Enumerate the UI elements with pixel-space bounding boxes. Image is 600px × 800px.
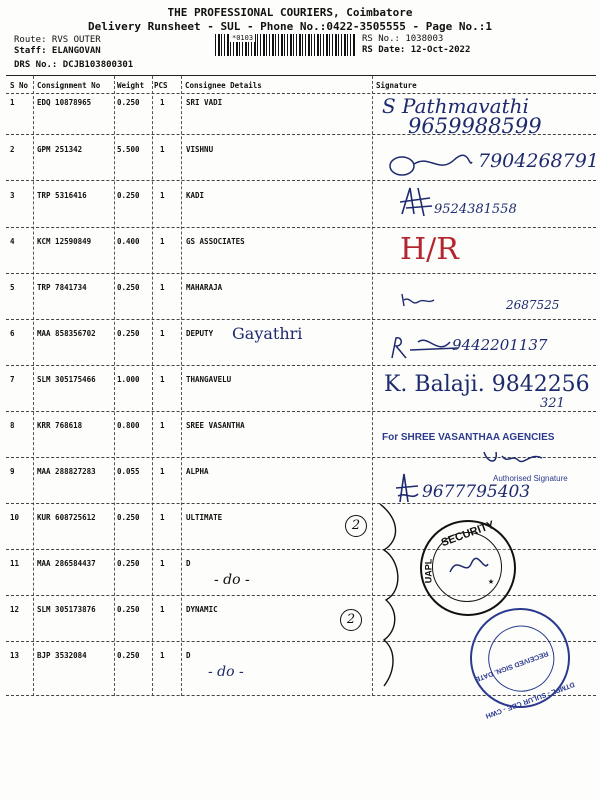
security-seal-signature (448, 552, 490, 580)
table-top-rule (6, 75, 596, 76)
handwritten-phone: 7904268791 (478, 150, 599, 172)
cell-consignment: GPM 251342 (37, 145, 83, 154)
table-row (6, 237, 596, 257)
cell-pcs: 1 (160, 605, 165, 614)
cell-consignee: ULTIMATE (186, 513, 223, 522)
cell-pcs: 1 (160, 651, 165, 660)
bracket-scribble (370, 500, 410, 690)
signature-scribble (398, 290, 438, 310)
cell-weight: 0.055 (117, 467, 140, 476)
cell-weight: 1.000 (117, 375, 140, 384)
rs-number: RS No.: 1038003 (362, 34, 444, 44)
cell-consignee: ALPHA (186, 467, 209, 476)
runsheet-subtitle: Delivery Runsheet - SUL - Phone No.:0422-3505555 - Page No.:1 (88, 20, 492, 33)
cell-sno: 12 (10, 605, 20, 614)
route-label: Route: RVS OUTER (14, 35, 101, 45)
cell-consignee: THANGAVELU (186, 375, 232, 384)
cell-sno: 3 (10, 191, 15, 200)
cell-consignee: DEPUTY (186, 329, 214, 338)
cell-consignment: MAA 858356702 (37, 329, 96, 338)
security-seal-top-text: SECURITY (439, 518, 496, 550)
cell-consignee: GS ASSOCIATES (186, 237, 245, 246)
cell-pcs: 1 (160, 467, 165, 476)
cell-sno: 5 (10, 283, 15, 292)
cell-sno: 9 (10, 467, 15, 476)
handwritten-phone: 9677795403 (422, 482, 531, 502)
agency-stamp-name: For SHREE VASANTHAA AGENCIES (382, 432, 555, 443)
barcode-number: *0103 (232, 34, 254, 42)
handwritten-ditto: - do - (214, 572, 250, 588)
cell-consignment: MAA 288827283 (37, 467, 96, 476)
row-divider (6, 503, 596, 504)
cell-consignment: MAA 286584437 (37, 559, 96, 568)
row-divider (6, 180, 596, 181)
cell-consignee: DYNAMIC (186, 605, 218, 614)
handwritten-name: Gayathri (232, 324, 303, 343)
handwritten-ditto: - do - (208, 664, 244, 680)
cell-consignee: D (186, 559, 191, 568)
drs-number: DRS No.: DCJB103800301 (14, 60, 134, 70)
row-divider (6, 365, 596, 366)
row-divider (6, 319, 596, 320)
cell-consignee: SREE VASANTHA (186, 421, 245, 430)
row-divider (6, 227, 596, 228)
cell-consignee: VISHNU (186, 145, 214, 154)
cell-weight: 5.500 (117, 145, 140, 154)
cell-pcs: 1 (160, 329, 165, 338)
col-header-signature: Signature (376, 81, 417, 90)
cell-consignee: SRI VADI (186, 98, 223, 107)
cell-weight: 0.250 (117, 513, 140, 522)
agency-stamp-signature (478, 446, 548, 468)
cell-consignment: EDQ 10878965 (37, 98, 92, 107)
agency-stamp-authorised: Authorised Signature (493, 474, 568, 483)
rs-date: RS Date: 12-Oct-2022 (362, 45, 471, 55)
row-divider (6, 411, 596, 412)
cell-sno: 10 (10, 513, 20, 522)
staff-label: Staff: ELANGOVAN (14, 46, 101, 56)
star-icon: ★ (488, 576, 495, 587)
cell-sno: 8 (10, 421, 15, 430)
received-stamp-ring-text: DTMPL - SULUR CBE - CWH (484, 680, 576, 720)
security-seal (420, 520, 516, 616)
cell-pcs: 1 (160, 375, 165, 384)
handwritten-name: S Pathmavathi (382, 94, 529, 118)
cell-weight: 0.250 (117, 283, 140, 292)
security-seal-side-text: UAPL (423, 558, 434, 584)
received-stamp-center-text: RECEIVED SIGN. DATE (474, 649, 550, 683)
cell-consignment: KRR 768618 (37, 421, 83, 430)
cell-sno: 1 (10, 98, 15, 107)
handwritten-phone: 9659988599 (408, 114, 542, 138)
handwritten-note: 321 (540, 396, 565, 411)
cell-sno: 6 (10, 329, 15, 338)
circled-number: 2 (345, 515, 367, 537)
cell-pcs: 1 (160, 283, 165, 292)
cell-pcs: 1 (160, 191, 165, 200)
cell-weight: 0.250 (117, 559, 140, 568)
cell-weight: 0.250 (117, 98, 140, 107)
row-divider (6, 273, 596, 274)
cell-pcs: 1 (160, 421, 165, 430)
cell-consignment: TRP 5316416 (37, 191, 87, 200)
handwritten-mark: H/R (400, 232, 459, 267)
cell-consignment: KUR 608725612 (37, 513, 96, 522)
cell-pcs: 1 (160, 237, 165, 246)
signature-scribble (384, 148, 474, 182)
cell-sno: 11 (10, 559, 20, 568)
circled-number: 2 (340, 609, 362, 631)
cell-sno: 4 (10, 237, 15, 246)
company-title: THE PROFESSIONAL COURIERS, Coimbatore (167, 6, 413, 19)
handwritten-phone: 9524381558 (434, 202, 517, 217)
signature-scribble (396, 184, 436, 220)
handwritten-phone: 2687525 (506, 298, 560, 312)
cell-consignment: SLM 305175466 (37, 375, 96, 384)
cell-weight: 0.250 (117, 651, 140, 660)
cell-consignment: KCM 12590849 (37, 237, 92, 246)
cell-consignee: D (186, 651, 191, 660)
cell-pcs: 1 (160, 98, 165, 107)
col-header-consignment: Consignment No (37, 81, 101, 90)
cell-sno: 13 (10, 651, 20, 660)
cell-weight: 0.250 (117, 605, 140, 614)
cell-weight: 0.250 (117, 191, 140, 200)
cell-pcs: 1 (160, 513, 165, 522)
cell-consignee: KADI (186, 191, 205, 200)
cell-pcs: 1 (160, 145, 165, 154)
cell-consignee: MAHARAJA (186, 283, 223, 292)
cell-weight: 0.400 (117, 237, 140, 246)
table-row (6, 513, 596, 533)
cell-pcs: 1 (160, 559, 165, 568)
handwritten-name: K. Balaji. 9842256 (384, 372, 590, 397)
cell-consignment: BJP 3532084 (37, 651, 87, 660)
handwritten-phone: 9442201137 (452, 336, 548, 354)
col-header-sno: S No (10, 81, 29, 90)
cell-consignment: SLM 305173876 (37, 605, 96, 614)
cell-sno: 7 (10, 375, 15, 384)
cell-consignment: TRP 7841734 (37, 283, 87, 292)
col-header-weight: Weight (117, 81, 145, 90)
col-header-consignee: Consignee Details (185, 81, 262, 90)
cell-weight: 0.800 (117, 421, 140, 430)
cell-weight: 0.250 (117, 329, 140, 338)
col-header-pcs: PCS (154, 81, 168, 90)
cell-sno: 2 (10, 145, 15, 154)
